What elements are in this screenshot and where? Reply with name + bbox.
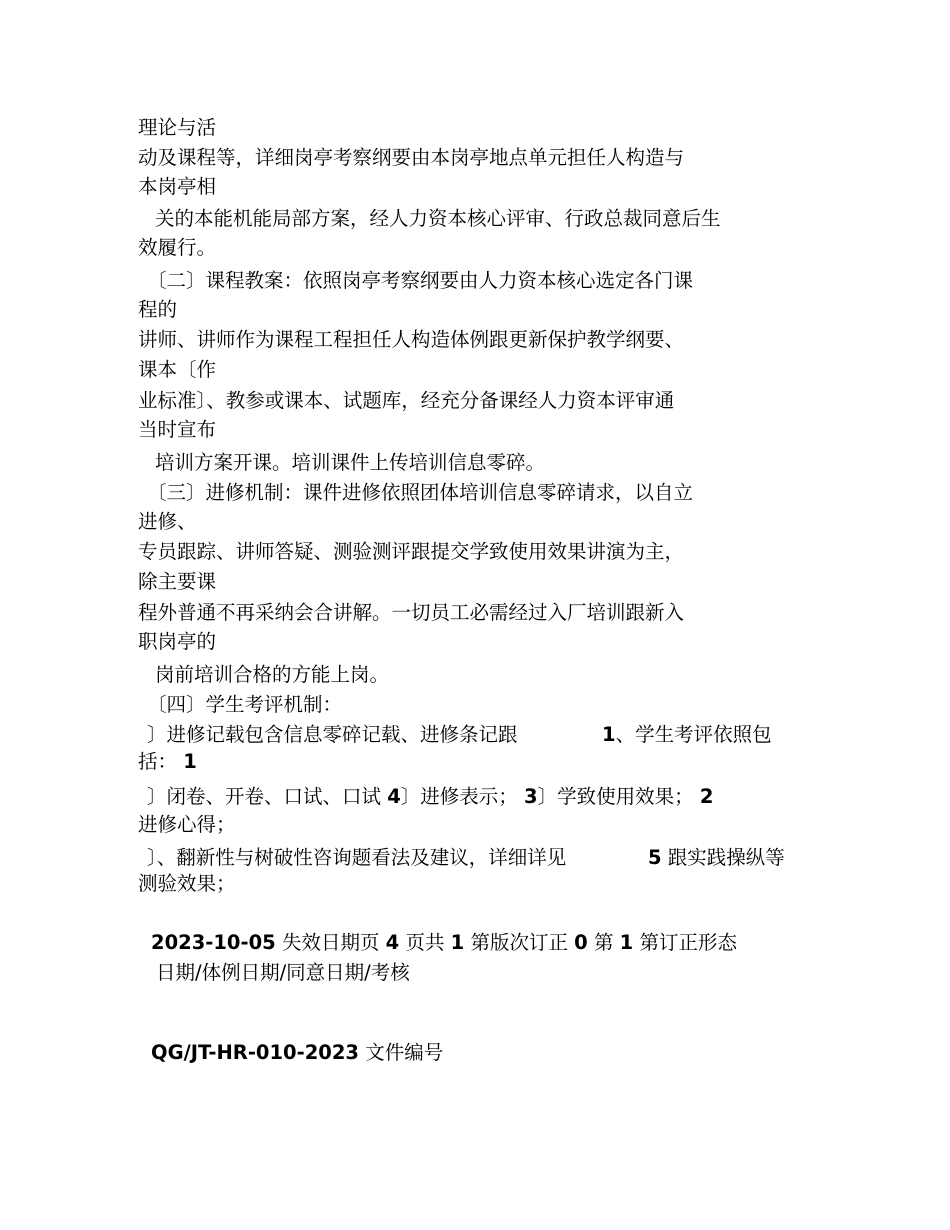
body-line: 效履行。 bbox=[138, 236, 217, 259]
eval-line-6: 测验效果； bbox=[138, 872, 236, 895]
body-line: 当时宣布 bbox=[138, 418, 217, 441]
footer-num: 4 bbox=[385, 931, 400, 954]
eval-line-2 bbox=[138, 750, 197, 774]
eval-line-3 bbox=[147, 785, 713, 809]
effective-date: 2023-10-05 bbox=[151, 931, 276, 954]
eval-text: 跟实践操纵等 bbox=[667, 846, 785, 869]
body-line: 岗前培训合格的方能上岗。 bbox=[155, 663, 390, 686]
eval-line-5b bbox=[648, 846, 785, 870]
footer-text: 第 bbox=[593, 931, 614, 954]
body-line: 理论与活 bbox=[138, 116, 217, 139]
eval-num: 3 bbox=[524, 785, 538, 808]
eval-text: 〕学致使用效果； bbox=[537, 785, 694, 808]
eval-line-1a: 〕进修记载包含信息零碎记载、进修条记跟 bbox=[147, 723, 518, 746]
body-line: 程外普通不再采纳会合讲解。一切员工必需经过入厂培训跟新入 bbox=[138, 601, 685, 624]
body-line: 专员跟踪、讲师答疑、测验测评跟提交学致使用效果讲演为主， bbox=[138, 540, 685, 563]
eval-num: 1 bbox=[183, 750, 197, 773]
body-line: 职岗亭的 bbox=[138, 630, 217, 653]
footer-text: 第版次订正 bbox=[470, 931, 568, 954]
footer-dates-row: 日期/体例日期/同意日期/考核 bbox=[156, 961, 410, 984]
eval-text: 〕闭卷、开卷、口试、口试 bbox=[147, 785, 382, 808]
document-number: QG/JT-HR-010-2023 bbox=[151, 1041, 359, 1064]
document-number-row bbox=[151, 1041, 443, 1065]
footer-text: 失效日期页 bbox=[281, 931, 380, 954]
eval-line-5a: 〕、翻新性与树破性咨询题看法及建议，详细详见 bbox=[147, 846, 567, 869]
eval-num: 1 bbox=[602, 723, 616, 746]
footer-text: 页共 bbox=[405, 931, 445, 954]
eval-text: 〕进修表示； bbox=[400, 785, 518, 808]
eval-num: 2 bbox=[699, 785, 714, 808]
eval-num: 5 bbox=[648, 846, 662, 869]
body-line: 本岗亭相 bbox=[138, 175, 217, 198]
body-line: 进修、 bbox=[138, 510, 197, 533]
eval-text: 、学生考评依照包 bbox=[615, 723, 772, 746]
body-line: 〔二〕课程教案：依照岗亭考察纲要由人力资本核心选定各门课 bbox=[147, 269, 694, 292]
body-line: 动及课程等，详细岗亭考察纲要由本岗亭地点单元担任人构造与 bbox=[138, 146, 685, 169]
eval-line-4: 进修心得； bbox=[138, 813, 236, 836]
body-line: 除主要课 bbox=[138, 570, 217, 593]
body-line: 关的本能机能局部方案，经人力资本核心评审、行政总裁同意后生 bbox=[155, 207, 721, 230]
eval-text: 括： bbox=[138, 750, 178, 773]
body-line: 程的 bbox=[138, 298, 178, 321]
footer-num: 0 bbox=[574, 931, 588, 954]
footer-num: 1 bbox=[450, 931, 465, 954]
body-line: 课本〔作 bbox=[138, 358, 217, 381]
body-line: 讲师、讲师作为课程工程担任人构造体例跟更新保护教学纲要、 bbox=[138, 328, 685, 351]
body-line: 培训方案开课。培训课件上传培训信息零碎。 bbox=[155, 451, 546, 474]
footer-revision-row bbox=[151, 931, 737, 955]
eval-line-1b bbox=[602, 723, 772, 747]
footer-text: 第订正形态 bbox=[639, 931, 737, 954]
document-number-label: 文件编号 bbox=[365, 1041, 444, 1064]
body-line: 业标准〕、教参或课本、试题库，经充分备课经人力资本评审通 bbox=[138, 389, 675, 412]
body-line: 〔三〕进修机制：课件进修依照团体培训信息零碎请求，以自立 bbox=[147, 481, 694, 504]
footer-num: 1 bbox=[619, 931, 634, 954]
body-line: 〔四〕学生考评机制： bbox=[147, 693, 343, 716]
eval-num: 4 bbox=[387, 785, 401, 808]
